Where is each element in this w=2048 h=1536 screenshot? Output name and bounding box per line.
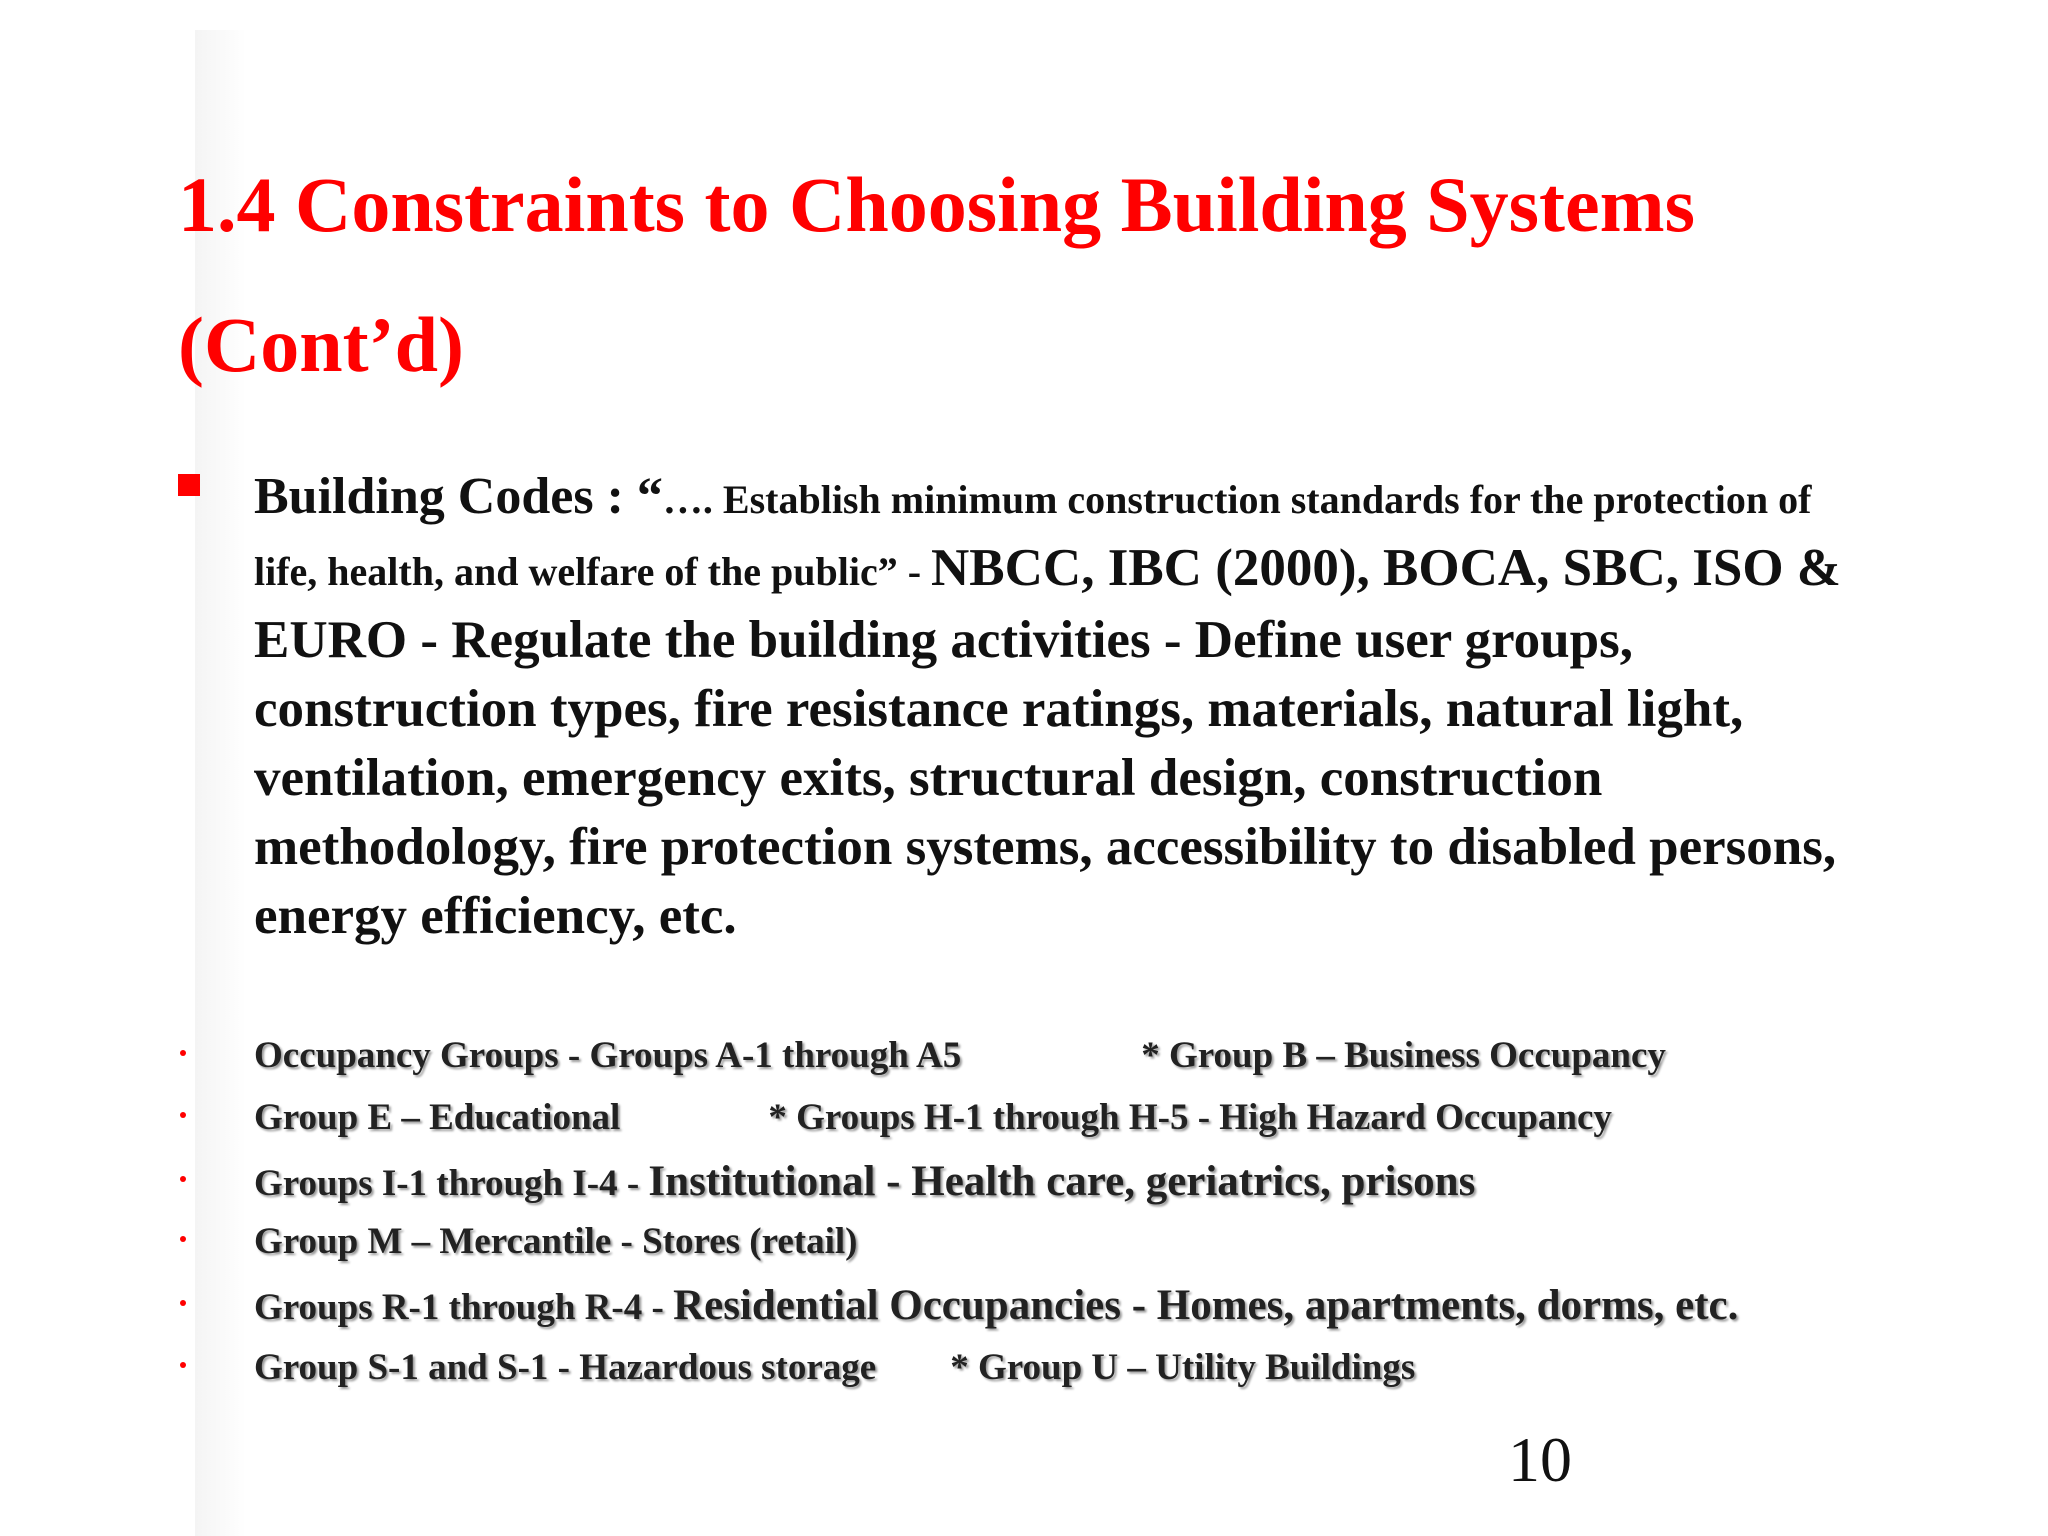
page-number: 10 [1508, 1424, 1572, 1495]
list-item-left: Occupancy Groups - Groups A-1 through A5 [254, 1035, 962, 1076]
title-line-1: 1.4 Constraints to Choosing Building Systems [178, 161, 1695, 248]
building-codes-quote: …. Establish minimum construction standards for the protection of life, health, and welfare of the public” - [254, 477, 1812, 594]
list-item [254, 1284, 1738, 1330]
list-item-small: Groups R-1 through R-4 - [254, 1287, 674, 1328]
dot-bullet-icon [180, 1300, 186, 1306]
list-item-left: Group S-1 and S-1 - Hazardous storage [254, 1347, 877, 1388]
list-item [254, 1034, 1666, 1078]
list-item [254, 1220, 858, 1264]
list-item-small: Groups I-1 through I-4 - [254, 1163, 649, 1204]
building-codes-lead: Building Codes : “ [254, 468, 663, 525]
list-item-right: * Groups H-1 through H-5 - High Hazard Occupancy [768, 1097, 1612, 1138]
building-codes-details: NBCC, IBC (2000), BOCA, SBC, ISO & EURO - Regulate the building activities - Define user groups, construction types, fire resistance ratings, materials, natural light, ventilation, emergency exits, structural design, construction methodology, fire protection systems, accessibility to disabled persons, energy efficiency, etc. [254, 539, 1841, 945]
list-item [254, 1096, 1612, 1140]
list-item-big: Residential Occupancies - Homes, apartments, dorms, etc. [673, 1282, 1739, 1329]
dot-bullet-icon [180, 1050, 186, 1056]
list-item-left: Group E – Educational [254, 1097, 621, 1138]
dot-bullet-icon [180, 1236, 186, 1242]
list-item [254, 1160, 1475, 1206]
list-item [254, 1346, 1415, 1390]
list-item-big: Institutional - Health care, geriatrics, prisons [648, 1158, 1476, 1205]
list-item-right: * Group U – Utility Buildings [950, 1347, 1416, 1388]
dot-bullet-icon [180, 1112, 186, 1118]
dot-bullet-icon [180, 1362, 186, 1368]
title-line-2: (Cont’d) [178, 301, 464, 388]
dot-bullet-icon [180, 1176, 186, 1182]
list-item-right: * Group B – Business Occupancy [1141, 1035, 1666, 1076]
list-item-text: Group M – Mercantile - Stores (retail) [254, 1221, 858, 1262]
